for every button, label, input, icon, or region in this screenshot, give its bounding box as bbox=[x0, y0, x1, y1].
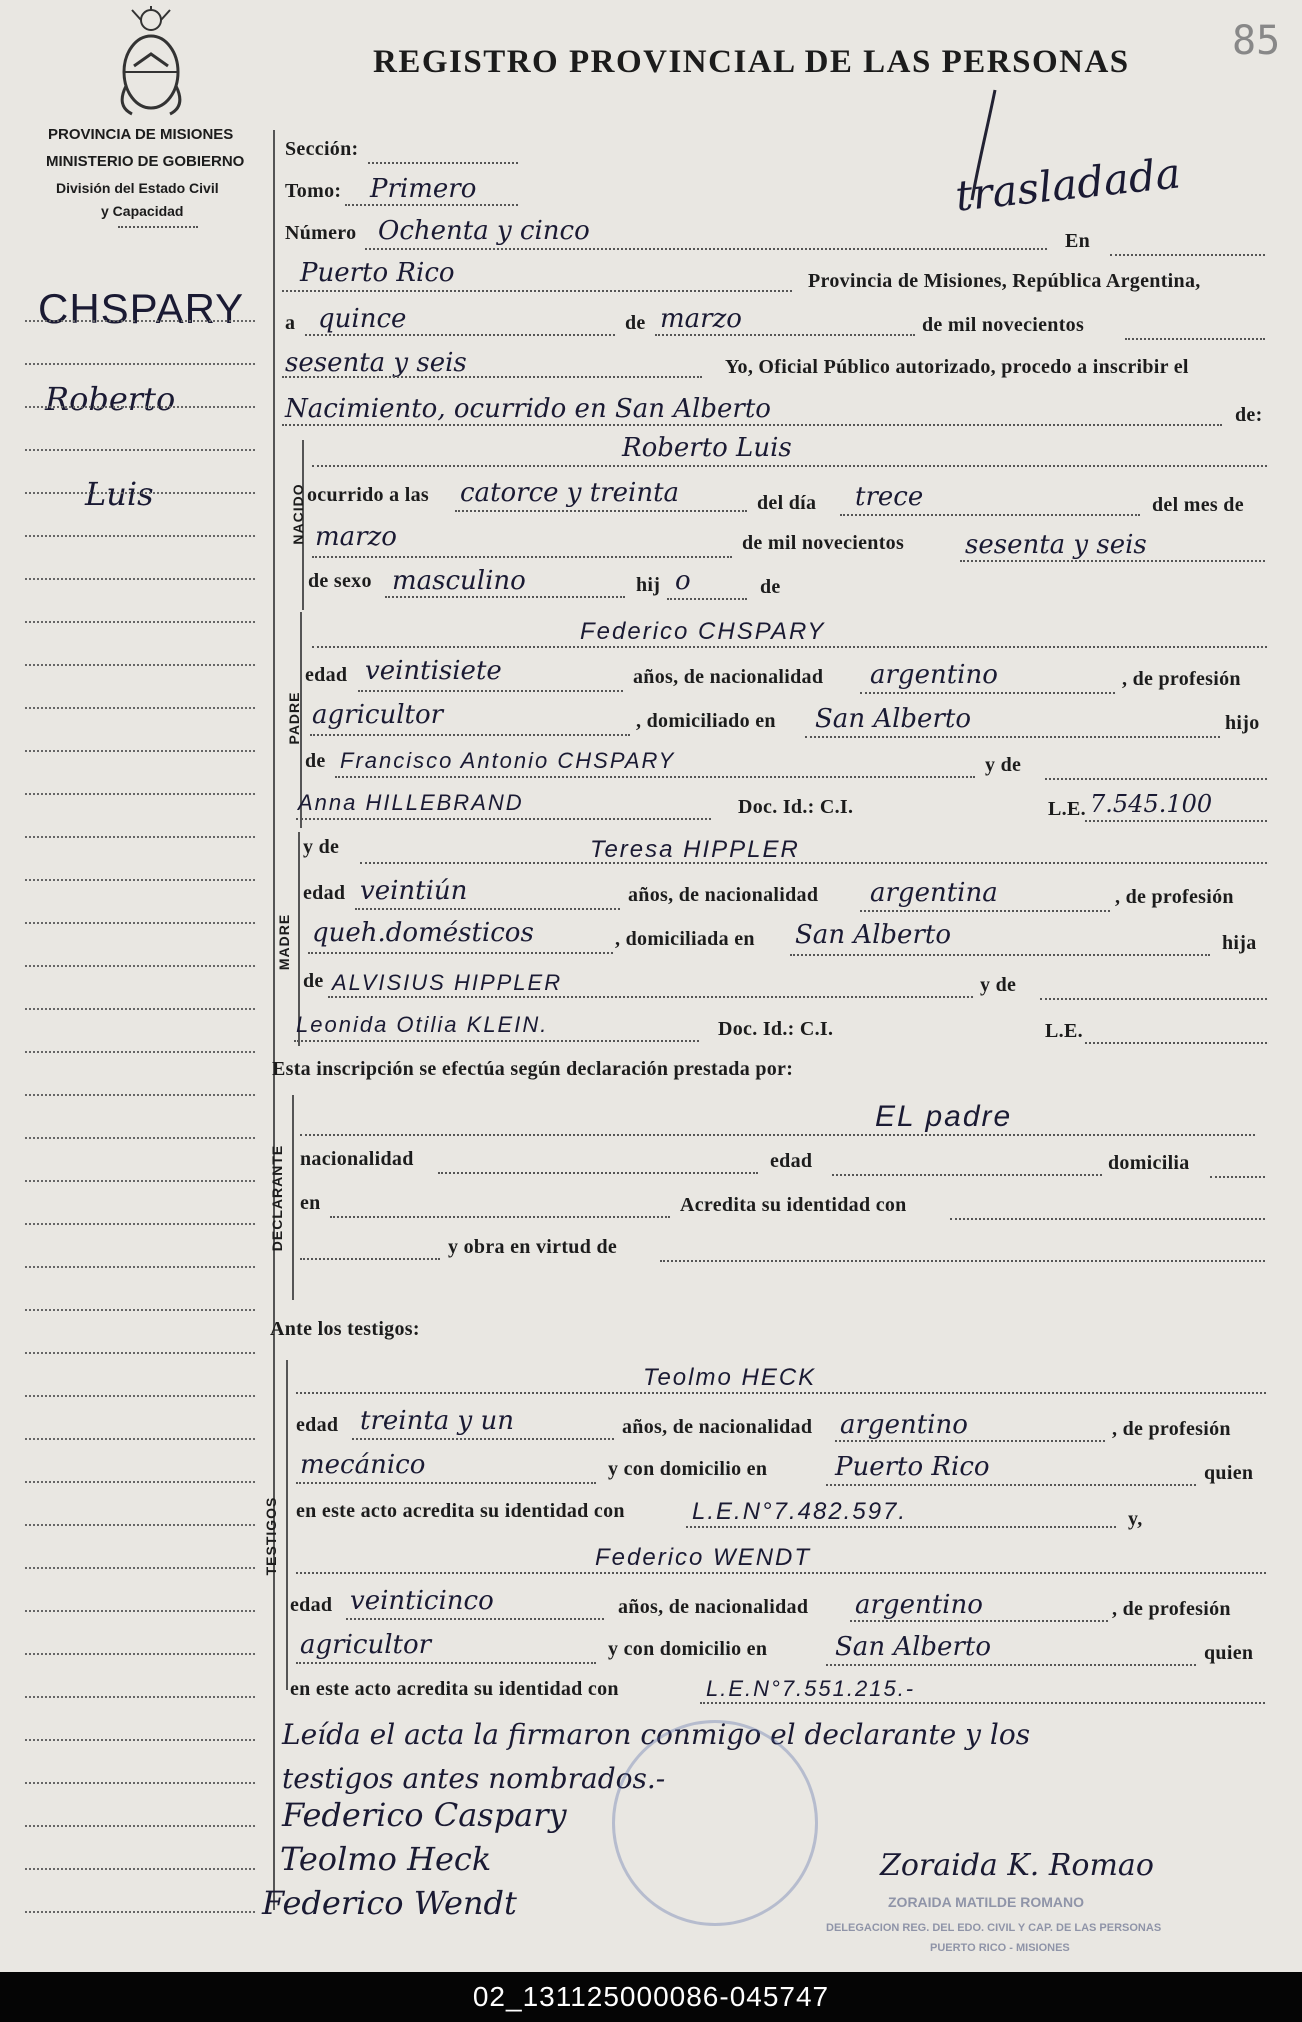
official-text: Yo, Oficial Público autorizado, procedo a inscribir el bbox=[725, 356, 1189, 378]
margin-rule bbox=[25, 1008, 255, 1010]
margin-rule bbox=[25, 1610, 255, 1612]
issuer-rule bbox=[118, 226, 198, 228]
madre-doc-label: Doc. Id.: C.I. bbox=[718, 1018, 834, 1040]
issuer-division: División del Estado Civil bbox=[56, 180, 219, 196]
day-line bbox=[305, 334, 615, 336]
testigos-intro: Ante los testigos: bbox=[270, 1318, 420, 1340]
day-value: quince bbox=[318, 304, 407, 334]
madre-edad-label: edad bbox=[303, 882, 346, 904]
margin-rule bbox=[25, 1266, 255, 1268]
padre-father: Francisco Antonio CHSPARY bbox=[340, 748, 676, 773]
madre-nac-value: argentina bbox=[870, 878, 998, 908]
witness2-id-label: en este acto acredita su identidad con bbox=[290, 1678, 619, 1700]
declarante-side-label: DECLARANTE bbox=[269, 1144, 285, 1252]
padre-doc-label: Doc. Id.: C.I. bbox=[738, 796, 854, 818]
margin-rule bbox=[25, 1223, 255, 1225]
margin-rule bbox=[25, 1352, 255, 1354]
issuer-province: PROVINCIA DE MISIONES bbox=[48, 126, 234, 143]
padre-mother-line bbox=[296, 818, 711, 820]
left-column-rule bbox=[273, 130, 275, 1910]
madre-nac-label: años, de nacionalidad bbox=[628, 884, 819, 906]
margin-rule bbox=[25, 1438, 255, 1440]
en-line bbox=[1110, 254, 1265, 256]
padre-le-label: L.E. bbox=[1048, 798, 1086, 820]
sexo-label: de sexo bbox=[308, 570, 372, 592]
margin-rule bbox=[25, 320, 255, 322]
declarante-name: EL padre bbox=[875, 1100, 1013, 1133]
witness1-edad-value: treinta y un bbox=[360, 1406, 514, 1436]
padre-father-line bbox=[335, 776, 975, 778]
seccion-label: Sección: bbox=[285, 138, 359, 160]
issuer-capacity: y Capacidad bbox=[101, 203, 184, 219]
padre-edad-label: edad bbox=[305, 664, 348, 686]
declarante-acredita-label: Acredita su identidad con bbox=[680, 1194, 907, 1216]
declarante-edad-label: edad bbox=[770, 1150, 813, 1172]
de-colon-label: de: bbox=[1235, 404, 1263, 426]
witness1-edad-label: edad bbox=[296, 1414, 339, 1436]
margin-rule bbox=[25, 1481, 255, 1483]
madre-mother: Leonida Otilia KLEIN. bbox=[296, 1012, 549, 1037]
year-text-line bbox=[1125, 338, 1265, 340]
coat-of-arms-icon bbox=[112, 6, 190, 118]
nacido-name-line bbox=[312, 465, 1267, 467]
witness2-name-line bbox=[296, 1572, 1266, 1574]
witness1-nac-line bbox=[835, 1440, 1105, 1442]
witness2-prof-label: , de profesión bbox=[1112, 1598, 1231, 1620]
birth-month-line bbox=[312, 556, 732, 558]
tomo-value: Primero bbox=[370, 174, 477, 204]
margin-rule bbox=[25, 535, 255, 537]
margin-rule bbox=[25, 1567, 255, 1569]
padre-dom-label: , domiciliado en bbox=[636, 710, 776, 732]
signature-witness-2: Federico Wendt bbox=[262, 1884, 517, 1922]
padre-name: Federico CHSPARY bbox=[580, 618, 826, 645]
witness1-prof-line bbox=[296, 1482, 596, 1484]
witness1-edad-line bbox=[352, 1438, 614, 1440]
margin-rule bbox=[25, 578, 255, 580]
declarante-obra-pre-line bbox=[300, 1258, 440, 1260]
witness1-id-line bbox=[686, 1526, 1116, 1528]
place-line bbox=[282, 290, 792, 292]
margin-rule bbox=[25, 1180, 255, 1182]
hijo-label: hij bbox=[636, 574, 661, 596]
a-label: a bbox=[285, 312, 296, 334]
de-label: de bbox=[625, 312, 646, 334]
nacido-name: Roberto Luis bbox=[622, 433, 792, 463]
witness1-name-line bbox=[296, 1392, 1266, 1394]
closing-line-2: testigos antes nombrados.- bbox=[282, 1762, 666, 1795]
padre-le-value: 7.545.100 bbox=[1090, 790, 1213, 818]
testigos-side-label: TESTIGOS bbox=[263, 1496, 279, 1576]
padre-side-label: PADRE bbox=[286, 691, 302, 745]
annotation-stroke bbox=[960, 85, 1020, 205]
year-value: sesenta y seis bbox=[285, 348, 467, 378]
witness1-nac-value: argentino bbox=[840, 1410, 968, 1440]
madre-father-line bbox=[328, 996, 973, 998]
witness1-quien-label: quien bbox=[1204, 1462, 1254, 1484]
padre-nac-label: años, de nacionalidad bbox=[633, 666, 824, 688]
seccion-line bbox=[368, 162, 518, 164]
padre-le-line bbox=[1085, 820, 1267, 822]
madre-le-label: L.E. bbox=[1045, 1020, 1083, 1042]
signature-official: Zoraida K. Romao bbox=[880, 1848, 1154, 1883]
stamp-name: ZORAIDA MATILDE ROMANO bbox=[888, 1894, 1084, 1910]
official-stamp bbox=[612, 1720, 818, 1926]
margin-rule bbox=[25, 1782, 255, 1784]
madre-le-line bbox=[1085, 1042, 1267, 1044]
transfer-annotation: trasladada bbox=[953, 148, 1183, 221]
witness2-id-line bbox=[700, 1702, 1265, 1704]
margin-rule bbox=[25, 922, 255, 924]
margin-rule bbox=[25, 492, 255, 494]
witness2-dom-value: San Alberto bbox=[835, 1632, 991, 1662]
margin-rule bbox=[25, 1696, 255, 1698]
signature-declarant: Federico Caspary bbox=[282, 1796, 567, 1834]
padre-edad-line bbox=[358, 690, 623, 692]
event-line bbox=[282, 424, 1222, 426]
declarante-nac-line bbox=[438, 1172, 758, 1174]
margin-rule bbox=[25, 449, 255, 451]
madre-name-line bbox=[360, 862, 1267, 864]
declarante-name-line bbox=[300, 1134, 1255, 1136]
page-number: 85 bbox=[1232, 18, 1281, 64]
sexo-value: masculino bbox=[392, 566, 526, 596]
margin-rule bbox=[25, 1309, 255, 1311]
month-value: marzo bbox=[660, 304, 742, 334]
padre-dom-value: San Alberto bbox=[815, 704, 971, 734]
witness2-prof-line bbox=[296, 1662, 596, 1664]
witness1-y-label: y, bbox=[1128, 1508, 1143, 1530]
madre-prof-line bbox=[308, 952, 613, 954]
witness2-quien-label: quien bbox=[1204, 1642, 1254, 1664]
padre-yde-line bbox=[1045, 778, 1267, 780]
testigos-rule bbox=[286, 1360, 288, 1690]
margin-rule bbox=[25, 1825, 255, 1827]
madre-de-label: de bbox=[303, 970, 324, 992]
margin-rule bbox=[25, 1051, 255, 1053]
madre-side-label: MADRE bbox=[276, 913, 292, 971]
numero-label: Número bbox=[285, 222, 357, 244]
witness1-prof-label: , de profesión bbox=[1112, 1418, 1231, 1440]
ocurrido-label: ocurrido a las bbox=[307, 484, 429, 506]
numero-value: Ochenta y cinco bbox=[378, 216, 590, 246]
sexo-line bbox=[385, 596, 625, 598]
hour-line bbox=[455, 510, 747, 512]
birth-day-line bbox=[840, 514, 1140, 516]
place-value: Puerto Rico bbox=[300, 258, 455, 288]
padre-nac-line bbox=[860, 692, 1115, 694]
margin-rule bbox=[25, 879, 255, 881]
margin-rule bbox=[25, 406, 255, 408]
witness2-edad-line bbox=[346, 1618, 604, 1620]
declarante-acredita-line bbox=[950, 1218, 1265, 1220]
margin-rule bbox=[25, 1911, 255, 1913]
witness1-dom-value: Puerto Rico bbox=[835, 1452, 990, 1482]
madre-mother-line bbox=[294, 1040, 699, 1042]
declarante-en-line bbox=[330, 1216, 670, 1218]
witness1-prof-value: mecánico bbox=[300, 1450, 426, 1480]
declarante-obra-label: y obra en virtud de bbox=[448, 1236, 618, 1258]
declarante-dom-label: domicilia bbox=[1108, 1152, 1190, 1174]
closing-line-1: Leída el acta la firmaron conmigo el declarante y los bbox=[282, 1718, 1031, 1751]
padre-edad-value: veintisiete bbox=[365, 656, 502, 686]
declarante-nac-label: nacionalidad bbox=[300, 1148, 414, 1170]
madre-dom-value: San Alberto bbox=[795, 920, 951, 950]
footer-bar bbox=[0, 1972, 1302, 2022]
madre-prof-value: queh.domésticos bbox=[312, 918, 534, 948]
witness2-dom-label: y con domicilio en bbox=[608, 1638, 768, 1660]
mes-label: del mes de bbox=[1152, 494, 1244, 516]
margin-surname: CHSPARY bbox=[38, 285, 245, 332]
madre-nac-line bbox=[860, 910, 1110, 912]
padre-de-label: de bbox=[305, 750, 326, 772]
witness2-edad-value: veinticinco bbox=[350, 1586, 494, 1616]
birth-day-value: trece bbox=[855, 482, 924, 512]
padre-hijo-label: hijo bbox=[1225, 712, 1260, 734]
declarante-en-label: en bbox=[300, 1192, 321, 1214]
margin-rule bbox=[25, 965, 255, 967]
madre-dom-label: , domiciliada en bbox=[615, 928, 755, 950]
declarante-intro: Esta inscripción se efectúa según declaración prestada por: bbox=[272, 1058, 794, 1080]
margin-rule bbox=[25, 1653, 255, 1655]
padre-prof-line bbox=[310, 734, 630, 736]
witness1-dom-label: y con domicilio en bbox=[608, 1458, 768, 1480]
padre-name-line bbox=[312, 646, 1267, 648]
nacido-side-label: NACIDO bbox=[290, 483, 306, 545]
dia-label: del día bbox=[757, 492, 817, 514]
declarante-dom-line bbox=[1210, 1176, 1265, 1178]
madre-name: Teresa HIPPLER bbox=[590, 836, 800, 863]
madre-hija-label: hija bbox=[1222, 932, 1257, 954]
numero-line bbox=[365, 248, 1047, 250]
document-title: REGISTRO PROVINCIAL DE LAS PERSONAS bbox=[373, 44, 1130, 80]
year-text: de mil novecientos bbox=[922, 314, 1085, 336]
madre-yde2-label: y de bbox=[980, 974, 1017, 996]
madre-prof-label: , de profesión bbox=[1115, 886, 1234, 908]
margin-rule bbox=[25, 1524, 255, 1526]
stamp-office: DELEGACION REG. DEL EDO. CIVIL Y CAP. DE LAS PERSONAS bbox=[826, 1922, 1162, 1934]
margin-rule bbox=[25, 1739, 255, 1741]
en-label: En bbox=[1065, 230, 1091, 252]
footer-id: 02_131125000086-045747 bbox=[472, 1981, 830, 2012]
margin-rule bbox=[25, 1868, 255, 1870]
declarante-obra-line bbox=[660, 1260, 1265, 1262]
margin-rule bbox=[25, 836, 255, 838]
birth-year-value: sesenta y seis bbox=[965, 530, 1147, 560]
witness2-edad-label: edad bbox=[290, 1594, 333, 1616]
witness1-id-label: en este acto acredita su identidad con bbox=[296, 1500, 625, 1522]
year-value-line bbox=[282, 376, 702, 378]
hijo-line bbox=[667, 598, 747, 600]
tomo-line bbox=[345, 204, 518, 206]
stamp-place: PUERTO RICO - MISIONES bbox=[930, 1942, 1070, 1954]
madre-yde2-line bbox=[1040, 998, 1267, 1000]
madre-dom-line bbox=[790, 954, 1210, 956]
margin-rule bbox=[25, 1094, 255, 1096]
padre-prof-value: agricultor bbox=[312, 700, 444, 730]
witness1-id-value: L.E.N°7.482.597. bbox=[692, 1498, 908, 1525]
witness2-name: Federico WENDT bbox=[595, 1544, 812, 1571]
margin-rule bbox=[25, 707, 255, 709]
madre-edad-line bbox=[355, 908, 620, 910]
witness2-nac-label: años, de nacionalidad bbox=[618, 1596, 809, 1618]
witness2-dom-line bbox=[826, 1664, 1196, 1666]
padre-nac-value: argentino bbox=[870, 660, 998, 690]
province-text: Provincia de Misiones, República Argentina, bbox=[808, 270, 1201, 292]
witness1-dom-line bbox=[826, 1484, 1196, 1486]
declarante-edad-line bbox=[832, 1174, 1102, 1176]
signature-witness-1: Teolmo Heck bbox=[280, 1840, 492, 1878]
birth-year-label: de mil novecientos bbox=[742, 532, 905, 554]
declarante-rule bbox=[292, 1095, 294, 1300]
witness2-prof-value: agricultor bbox=[300, 1630, 432, 1660]
padre-dom-line bbox=[805, 736, 1220, 738]
margin-rule bbox=[25, 664, 255, 666]
margin-rule bbox=[25, 363, 255, 365]
margin-rule bbox=[25, 621, 255, 623]
witness2-nac-value: argentino bbox=[855, 1590, 983, 1620]
margin-name-1: Roberto bbox=[45, 380, 176, 418]
witness1-name: Teolmo HECK bbox=[643, 1364, 817, 1391]
month-line bbox=[655, 334, 915, 336]
margin-rule bbox=[25, 1137, 255, 1139]
witness2-nac-line bbox=[850, 1620, 1108, 1622]
padre-prof-label: , de profesión bbox=[1122, 668, 1241, 690]
madre-yde-label: y de bbox=[303, 836, 340, 858]
margin-rule bbox=[25, 750, 255, 752]
witness1-nac-label: años, de nacionalidad bbox=[622, 1416, 813, 1438]
padre-mother: Anna HILLEBRAND bbox=[298, 790, 524, 815]
padre-yde-label: y de bbox=[985, 754, 1022, 776]
nacido-de-label: de bbox=[760, 576, 781, 598]
hour-value: catorce y treinta bbox=[460, 478, 680, 508]
issuer-ministry: MINISTERIO DE GOBIERNO bbox=[46, 153, 245, 170]
witness2-id-value: L.E.N°7.551.215.- bbox=[706, 1676, 916, 1701]
margin-name-2: Luis bbox=[85, 475, 154, 513]
madre-father: ALVISIUS HIPPLER bbox=[332, 970, 563, 995]
tomo-label: Tomo: bbox=[285, 180, 342, 202]
hijo-suffix: o bbox=[675, 566, 691, 596]
margin-rule bbox=[25, 1395, 255, 1397]
margin-rule bbox=[25, 793, 255, 795]
birth-month-value: marzo bbox=[315, 522, 397, 552]
event-value: Nacimiento, ocurrido en San Alberto bbox=[285, 394, 771, 424]
birth-year-line bbox=[960, 560, 1265, 562]
madre-edad-value: veintiún bbox=[360, 876, 468, 906]
